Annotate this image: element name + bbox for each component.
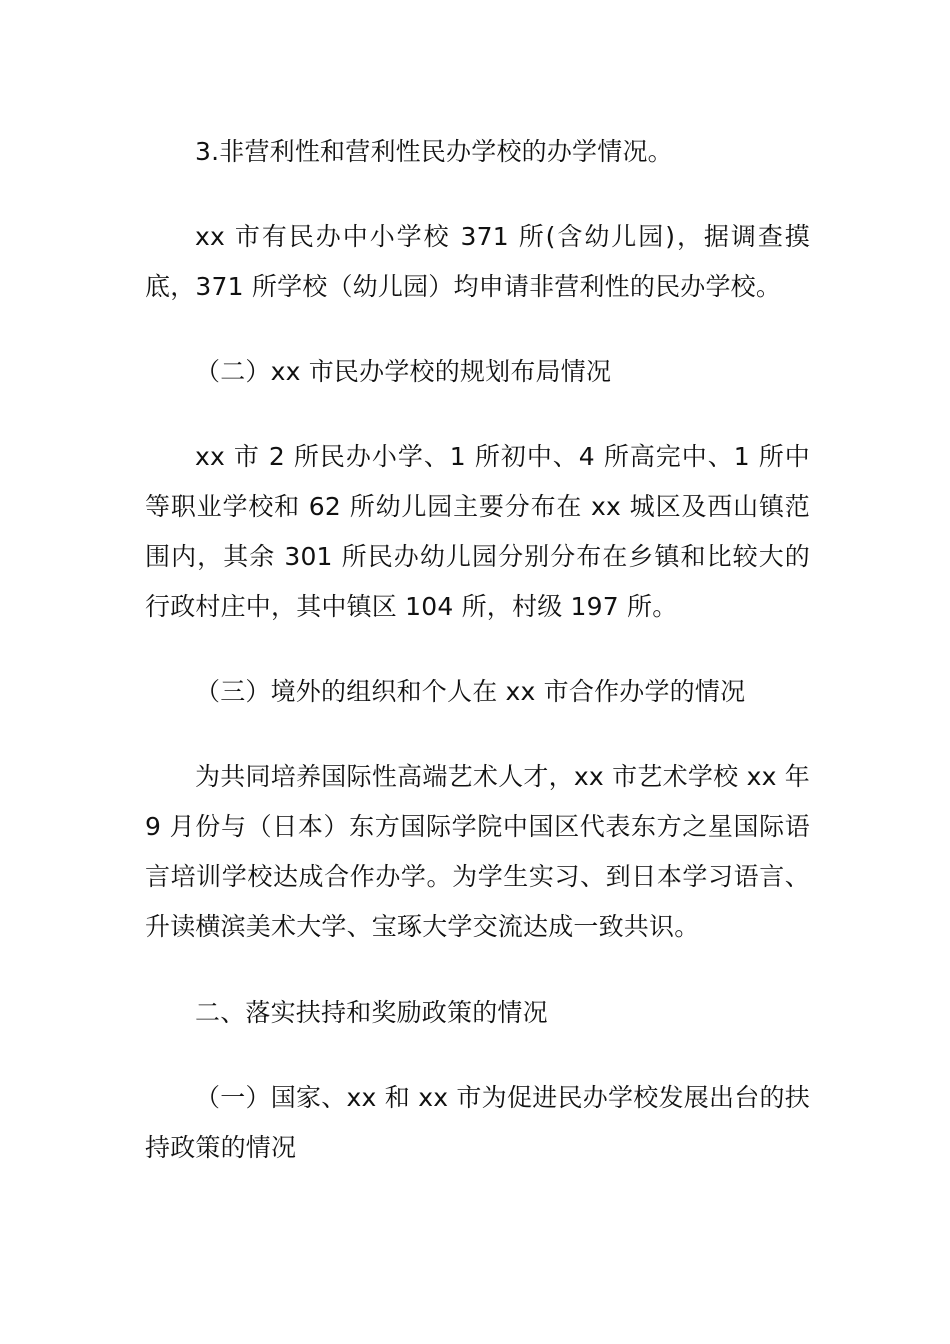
paragraph-subsection-2-heading: （二）xx 市民办学校的规划布局情况 xyxy=(195,357,612,386)
paragraph-school-count: xx 市有民办中小学校 371 所(含幼儿园)，据调查摸底，371 所学校（幼儿园）均申请非营利性的民办学校。 xyxy=(145,222,810,301)
paragraph-cooperation-details: 为共同培养国际性高端艺术人才，xx 市艺术学校 xx 年 9 月份与（日本）东方国际学院中国区代表东方之星国际语言培训学校达成合作办学。为学生实习、到日本学习语言、升读横滨美术大学、宝琢大学交流达成一致共识。 xyxy=(145,762,810,941)
paragraph-section-2-heading: 二、落实扶持和奖励政策的情况 xyxy=(195,998,548,1027)
paragraph-section-3-heading: 3.非营利性和营利性民办学校的办学情况。 xyxy=(195,137,673,166)
paragraph-subsection-3-heading: （三）境外的组织和个人在 xx 市合作办学的情况 xyxy=(195,677,746,706)
paragraph-subsection-1-heading: （一）国家、xx 和 xx 市为促进民办学校发展出台的扶持政策的情况 xyxy=(145,1083,810,1162)
paragraph-layout-distribution: xx 市 2 所民办小学、1 所初中、4 所高完中、1 所中等职业学校和 62 所幼儿园主要分布在 xx 城区及西山镇范围内，其余 301 所民办幼儿园分别分布在乡镇和比较大的行政村庄中，其中镇区 104 所，村级 197 所。 xyxy=(145,442,810,621)
